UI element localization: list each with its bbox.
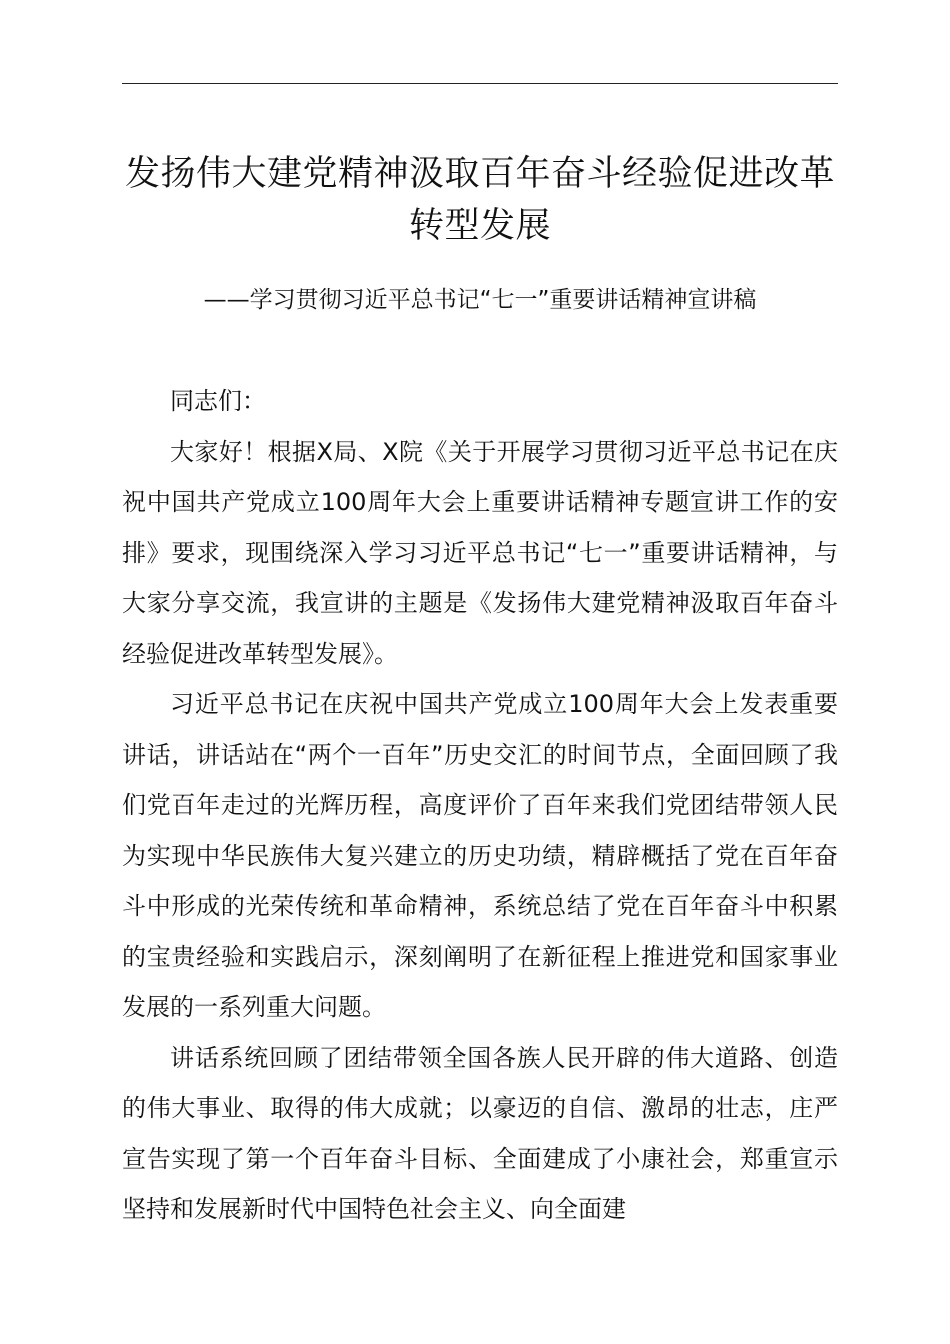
title-line-1: 发扬伟大建党精神汲取百年奋斗经验促进改革 [124, 154, 835, 194]
paragraph-2: 习近平总书记在庆祝中国共产党成立100周年大会上发表重要讲话，讲话站在“两个一百年”历史交汇的时间节点，全面回顾了我们党百年走过的光辉历程，高度评价了百年来我们党团结带领人民为实现中华民族伟大复兴建立的历史功绩，精辟概括了党在百年奋斗中形成的光荣传统和革命精神，系统总结了党在百年奋斗中积累的宝贵经验和实践启示，深刻阐明了在新征程上推进党和国家事业发展的一系列重大问题。 [122, 690, 838, 1021]
title-line-2: 转型发展 [408, 206, 551, 246]
document-subtitle: ——学习贯彻习近平总书记“七一”重要讲话精神宣讲稿 [203, 287, 757, 313]
salutation: 同志们： [170, 387, 266, 415]
header-rule [122, 83, 838, 84]
document-title [110, 148, 850, 252]
document-body [122, 376, 838, 1235]
paragraph-1: 大家好！根据X局、X院《关于开展学习贯彻习近平总书记在庆祝中国共产党成立100周年大会上重要讲话精神专题宣讲工作的安排》要求，现围绕深入学习习近平总书记“七一”重要讲话精神，与大家分享交流，我宣讲的主题是《发扬伟大建党精神汲取百年奋斗经验促进改革转型发展》。 [122, 437, 838, 668]
paragraph-3: 讲话系统回顾了团结带领全国各族人民开辟的伟大道路、创造的伟大事业、取得的伟大成就；以豪迈的自信、激昂的壮志，庄严宣告实现了第一个百年奋斗目标、全面建成了小康社会，郑重宣示坚持和发展新时代中国特色社会主义、向全面建 [122, 1043, 838, 1223]
